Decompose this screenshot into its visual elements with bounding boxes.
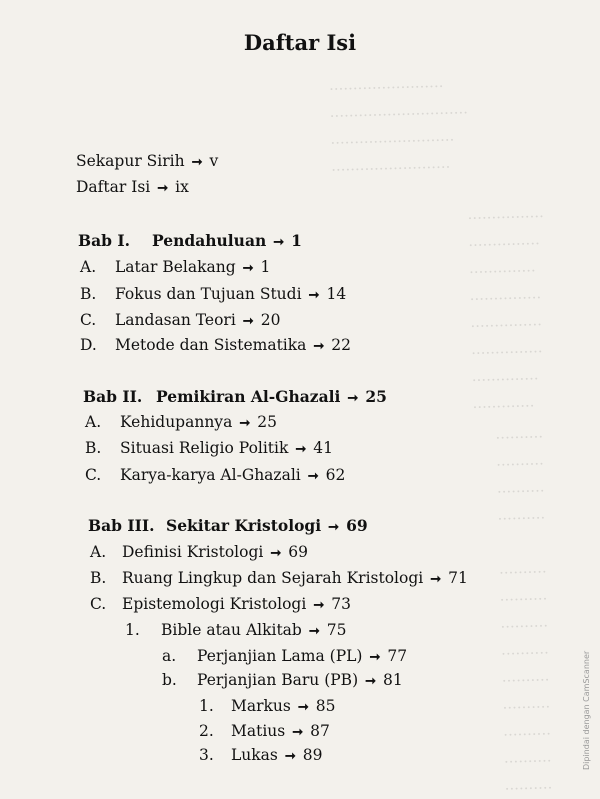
- arrow-right-icon: ➞: [308, 288, 320, 303]
- scanner-watermark-text: Dipindai dengan CamScanner: [582, 650, 591, 770]
- subsubsection-letter: b.: [162, 671, 177, 689]
- subsubsection-page: 81: [383, 671, 403, 689]
- subsubsection-entry: [162, 671, 403, 689]
- section-label: Epistemologi Kristologi: [122, 595, 307, 613]
- gospel-label: Lukas: [231, 746, 278, 764]
- arrow-right-icon: ➞: [273, 235, 285, 250]
- section-entry: [80, 258, 270, 276]
- gospel-number: 1.: [199, 697, 214, 715]
- subsubsection-label: Perjanjian Baru (PB): [197, 671, 359, 689]
- gospel-entry: [199, 697, 336, 715]
- arrow-right-icon: ➞: [295, 442, 307, 457]
- subsubsection-entry: [162, 647, 407, 665]
- gospel-entry: [199, 746, 323, 764]
- section-label: Karya-karya Al-Ghazali: [120, 466, 301, 484]
- chapter-1-heading: [78, 231, 302, 250]
- arrow-right-icon: ➞: [191, 155, 203, 170]
- arrow-right-icon: ➞: [297, 700, 309, 715]
- bleed-through-text: .......... .......... .......... .......... .......... .......... .......... .......... .......... .......... .......... .......... ..........: [495, 423, 553, 794]
- chapter-number: Bab I.: [78, 231, 131, 250]
- chapter-number: Bab II.: [83, 387, 143, 406]
- arrow-right-icon: ➞: [239, 416, 251, 431]
- chapter-number: Bab III.: [88, 516, 155, 535]
- gospel-page: 87: [310, 722, 330, 740]
- section-page: 69: [288, 543, 308, 561]
- chapter-title: Pemikiran Al-Ghazali: [156, 387, 341, 406]
- entry-page: ix: [175, 178, 189, 196]
- section-entry: [80, 336, 351, 354]
- subsubsection-page: 77: [387, 647, 408, 665]
- section-letter: D.: [80, 336, 97, 354]
- section-entry: [90, 569, 468, 587]
- arrow-right-icon: ➞: [308, 624, 320, 639]
- section-label: Fokus dan Tujuan Studi: [115, 285, 302, 303]
- gospel-entry: [199, 722, 330, 740]
- section-label: Latar Belakang: [115, 258, 236, 276]
- arrow-right-icon: ➞: [347, 391, 359, 406]
- arrow-right-icon: ➞: [369, 650, 381, 665]
- chapter-page: 1: [291, 231, 302, 250]
- section-letter: B.: [90, 569, 107, 587]
- arrow-right-icon: ➞: [307, 469, 319, 484]
- arrow-right-icon: ➞: [242, 261, 254, 276]
- section-entry: [80, 311, 280, 329]
- arrow-right-icon: ➞: [242, 314, 254, 329]
- gospel-label: Markus: [231, 697, 291, 715]
- section-page: 14: [326, 285, 347, 303]
- toc-entry-sekapur-sirih: [76, 152, 218, 170]
- gospel-label: Matius: [231, 722, 286, 740]
- toc-entry-daftar-isi: [76, 178, 189, 196]
- arrow-right-icon: ➞: [157, 181, 169, 196]
- section-label: Definisi Kristologi: [122, 543, 264, 561]
- chapter-title: Sekitar Kristologi: [166, 516, 322, 535]
- entry-label: Sekapur Sirih: [76, 152, 185, 170]
- section-letter: B.: [85, 439, 102, 457]
- section-letter: B.: [80, 285, 97, 303]
- chapter-2-heading: [83, 387, 387, 406]
- subsection-label: Bible atau Alkitab: [161, 621, 302, 639]
- subsubsection-letter: a.: [162, 647, 177, 665]
- entry-page: v: [209, 152, 219, 170]
- arrow-right-icon: ➞: [292, 725, 304, 740]
- section-letter: C.: [90, 595, 107, 613]
- section-page: 62: [325, 466, 346, 484]
- arrow-right-icon: ➞: [313, 339, 325, 354]
- section-label: Landasan Teori: [115, 311, 236, 329]
- section-letter: C.: [85, 466, 102, 484]
- section-entry: [85, 439, 333, 457]
- section-entry: [90, 595, 351, 613]
- section-letter: A.: [85, 413, 102, 431]
- chapter-page: 69: [346, 516, 368, 535]
- section-page: 71: [448, 569, 468, 587]
- subsection-entry: [125, 621, 346, 639]
- arrow-right-icon: ➞: [365, 674, 377, 689]
- subsubsection-label: Perjanjian Lama (PL): [197, 647, 363, 665]
- section-letter: C.: [80, 311, 97, 329]
- section-label: Situasi Religio Politik: [120, 439, 289, 457]
- arrow-right-icon: ➞: [284, 749, 296, 764]
- subsection-number: 1.: [125, 621, 140, 639]
- chapter-page: 25: [365, 387, 387, 406]
- section-page: 25: [257, 413, 277, 431]
- chapter-3-heading: [88, 516, 368, 535]
- entry-label: Daftar Isi: [76, 178, 151, 196]
- section-label: Ruang Lingkup dan Sejarah Kristologi: [122, 569, 424, 587]
- section-page: 73: [331, 595, 351, 613]
- section-letter: A.: [80, 258, 97, 276]
- scanner-watermark: [582, 640, 596, 770]
- page-title: Daftar Isi: [243, 30, 357, 55]
- gospel-number: 2.: [199, 722, 214, 740]
- gospel-number: 3.: [199, 746, 214, 764]
- section-label: Kehidupannya: [120, 413, 233, 431]
- gospel-page: 85: [315, 697, 336, 715]
- section-letter: A.: [90, 543, 107, 561]
- arrow-right-icon: ➞: [328, 520, 340, 535]
- section-page: 1: [260, 258, 271, 276]
- arrow-right-icon: ➞: [313, 598, 325, 613]
- gospel-page: 89: [302, 746, 323, 764]
- section-page: 22: [331, 336, 352, 354]
- arrow-right-icon: ➞: [430, 572, 442, 587]
- section-label: Metode dan Sistematika: [115, 336, 307, 354]
- arrow-right-icon: ➞: [270, 546, 282, 561]
- subsection-page: 75: [326, 621, 347, 639]
- section-page: 41: [313, 439, 334, 457]
- section-entry: [90, 543, 308, 561]
- chapter-title: Pendahuluan: [152, 231, 267, 250]
- bleed-through-text: ........................ ............................. .......................... .........................: [328, 72, 469, 175]
- section-entry: [80, 285, 346, 303]
- section-page: 20: [260, 311, 281, 329]
- section-entry: [85, 466, 345, 484]
- section-entry: [85, 413, 277, 431]
- bleed-through-text: ................ ............... .............. ............... ............... ............... .............. .............: [467, 203, 545, 412]
